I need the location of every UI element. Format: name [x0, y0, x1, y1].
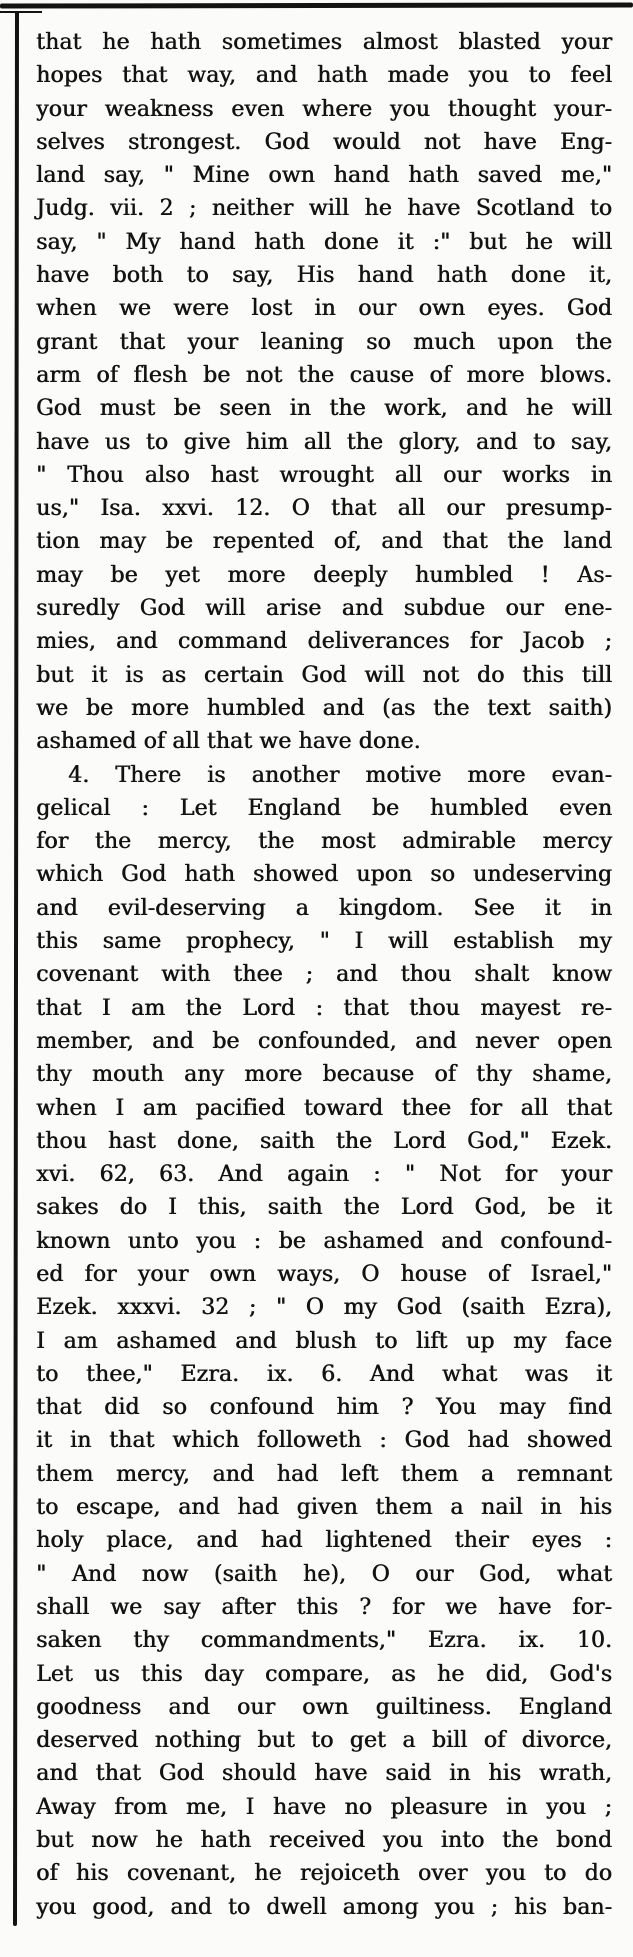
text-line: them mercy, and had left them a remnant	[36, 1461, 612, 1487]
text-line: this same prophecy, " I will establish my	[36, 929, 612, 955]
text-line: which God hath showed upon so undeserving	[36, 862, 612, 888]
text-line: Judg. vii. 2 ; neither will he have Scotland to	[36, 196, 612, 222]
text-line: suredly God will arise and subdue our ene-	[36, 596, 612, 622]
text-line: have us to give him all the glory, and to say,	[36, 429, 612, 455]
text-line: that I am the Lord : that thou mayest re-	[36, 995, 612, 1021]
text-line: thou hast done, saith the Lord God," Ezek.	[36, 1128, 612, 1154]
text-line: we be more humbled and (as the text saith)	[36, 695, 612, 721]
text-line: covenant with thee ; and thou shalt know	[36, 962, 612, 988]
text-line: grant that your leaning so much upon the	[36, 329, 612, 355]
text-line: land say, " Mine own hand hath saved me,"	[36, 163, 612, 189]
text-line: " And now (saith he), O our God, what	[36, 1561, 612, 1587]
top-border-rule	[0, 2, 633, 8]
text-line: may be yet more deeply humbled ! As-	[36, 562, 612, 588]
text-line: known unto you : be ashamed and confound-	[36, 1228, 612, 1254]
text-line: hopes that way, and hath made you to feel	[36, 63, 612, 89]
text-line: to thee," Ezra. ix. 6. And what was it	[36, 1361, 612, 1387]
text-line: your weakness even where you thought your-	[36, 96, 612, 122]
text-line: and that God should have said in his wrath,	[36, 1761, 612, 1787]
text-line: but now he hath received you into the bond	[36, 1828, 612, 1854]
text-line: gelical : Let England be humbled even	[36, 795, 612, 821]
text-line: of his covenant, he rejoiceth over you to do	[36, 1861, 612, 1887]
text-line: thy mouth any more because of thy shame,	[36, 1062, 612, 1088]
text-line: Ezek. xxxvi. 32 ; " O my God (saith Ezra),	[36, 1295, 612, 1321]
text-line: God must be seen in the work, and he will	[36, 396, 612, 422]
text-line: have both to say, His hand hath done it,	[36, 263, 612, 289]
text-line: selves strongest. God would not have Eng-	[36, 129, 612, 155]
text-line: saken thy commandments," Ezra. ix. 10.	[36, 1628, 612, 1654]
text-line: deserved nothing but to get a bill of divorce,	[36, 1728, 612, 1754]
text-line: holy place, and had lightened their eyes :	[36, 1528, 612, 1554]
text-line: member, and be confounded, and never open	[36, 1028, 612, 1054]
text-line: goodness and our own guiltiness. England	[36, 1694, 612, 1720]
text-line: 4. There is another motive more evan-	[68, 762, 612, 788]
text-line: Let us this day compare, as he did, God's	[36, 1661, 612, 1687]
text-line: xvi. 62, 63. And again : " Not for your	[36, 1162, 612, 1188]
text-line: that he hath sometimes almost blasted your	[36, 30, 612, 55]
top-border-rule-thin	[0, 11, 42, 13]
text-line: Away from me, I have no pleasure in you ;	[36, 1794, 612, 1820]
text-line: but it is as certain God will not do this till	[36, 662, 612, 688]
text-line: say, " My hand hath done it :" but he will	[36, 229, 612, 255]
text-line: shall we say after this ? for we have for-	[36, 1594, 612, 1620]
text-line: ashamed of all that we have done.	[36, 729, 421, 755]
text-line: when we were lost in our own eyes. God	[36, 296, 612, 322]
text-line: it in that which followeth : God had showed	[36, 1428, 612, 1454]
left-border-rule	[13, 11, 19, 1926]
text-line: and evil-deserving a kingdom. See it in	[36, 895, 612, 921]
text-line: that did so confound him ? You may find	[36, 1395, 612, 1421]
text-line: tion may be repented of, and that the land	[36, 529, 612, 555]
text-line: to escape, and had given them a nail in his	[36, 1495, 612, 1521]
text-line: arm of flesh be not the cause of more blows.	[36, 362, 612, 388]
text-line: " Thou also hast wrought all our works in	[36, 462, 612, 488]
text-line: ed for your own ways, O house of Israel,"	[36, 1261, 612, 1287]
text-line: us," Isa. xxvi. 12. O that all our presump-	[36, 496, 612, 522]
text-line: for the mercy, the most admirable mercy	[36, 829, 612, 855]
text-line: you good, and to dwell among you ; his ban-	[36, 1894, 612, 1920]
text-line: mies, and command deliverances for Jacob ;	[36, 629, 612, 655]
text-line: sakes do I this, saith the Lord God, be it	[36, 1195, 612, 1221]
page-text-column	[36, 26, 612, 1924]
text-line: when I am pacified toward thee for all that	[36, 1095, 612, 1121]
text-line: I am ashamed and blush to lift up my face	[36, 1328, 612, 1354]
